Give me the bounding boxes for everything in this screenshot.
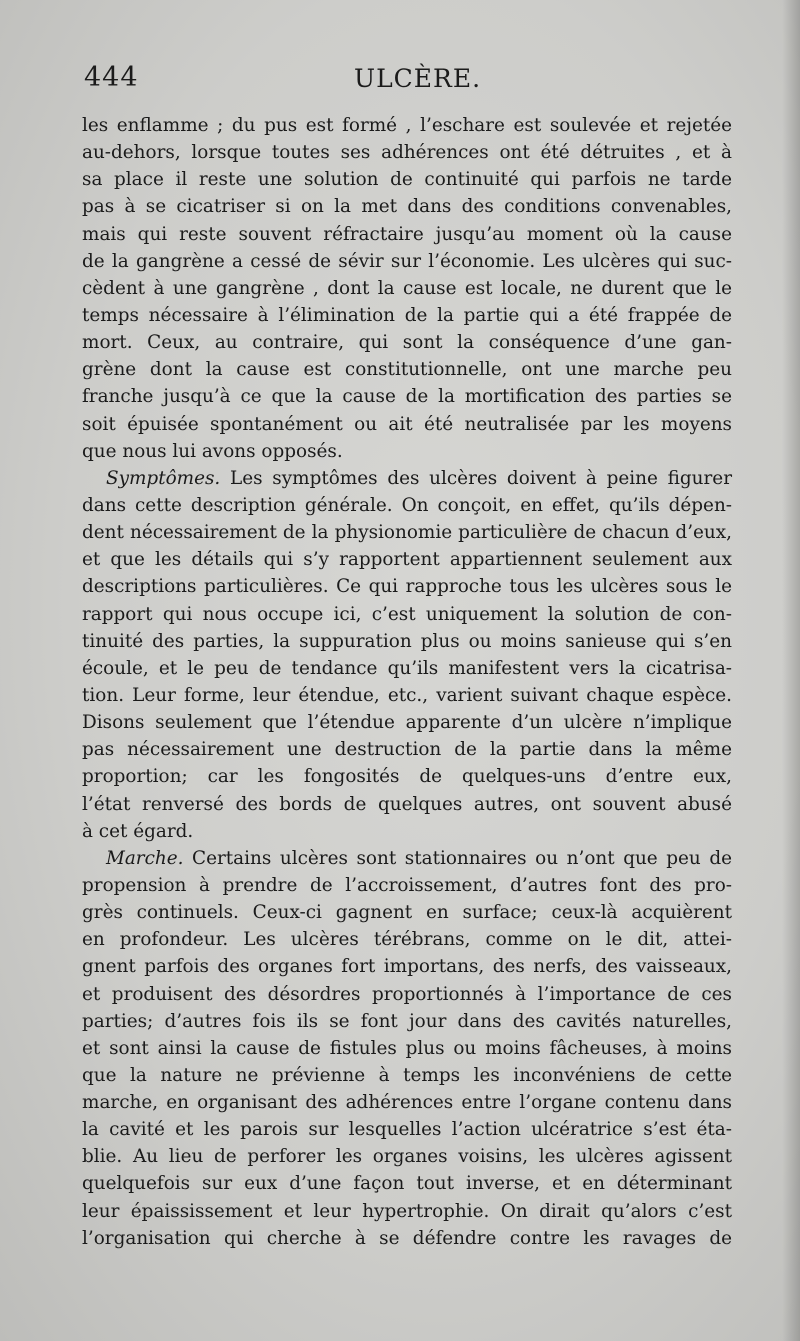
text-line: en profondeur. Les ulcères térébrans, comme on le dit, attei- xyxy=(82,929,732,951)
text-line: propension à prendre de l’accroissement, d’autres font des pro- xyxy=(82,874,732,896)
text-line: pas à se cicatriser si on la met dans des conditions convenables, xyxy=(82,196,732,218)
text-line: tion. Leur forme, leur étendue, etc., varient suivant chaque espèce. xyxy=(82,684,732,706)
page-gutter-shadow xyxy=(782,0,800,1341)
text-line: proportion; car les fongosités de quelques-uns d’entre eux, xyxy=(82,766,732,788)
text-line: mais qui reste souvent réfractaire jusqu’au moment où la cause xyxy=(82,223,732,245)
text-line: l’état renversé des bords de quelques autres, ont souvent abusé xyxy=(82,793,732,815)
text-line: grène dont la cause est constitutionnelle, ont une marche peu xyxy=(82,359,732,381)
text-line: Les symptômes des ulcères doivent à peine figurer xyxy=(230,467,732,489)
text-line: et que les détails qui s’y rapportent appartiennent seulement aux xyxy=(82,549,732,571)
page-header xyxy=(84,62,734,98)
text-line: de la gangrène a cessé de sévir sur l’économie. Les ulcères qui suc- xyxy=(82,250,732,272)
text-line: blie. Au lieu de perforer les organes voisins, les ulcères agissent xyxy=(82,1146,732,1168)
text-line: Certains ulcères sont stationnaires ou n’ont que peu de xyxy=(192,847,732,869)
text-line: grès continuels. Ceux-ci gagnent en surface; ceux-là acquièrent xyxy=(82,902,732,924)
text-line: et produisent des désordres proportionnés à l’importance de ces xyxy=(82,983,732,1005)
text-line: pas nécessairement une destruction de la partie dans la même xyxy=(82,739,732,761)
text-line: parties; d’autres fois ils se font jour dans des cavités naturelles, xyxy=(82,1010,732,1032)
text-line: rapport qui nous occupe ici, c’est uniquement la solution de con- xyxy=(82,603,732,625)
text-line: soit épuisée spontanément ou ait été neutralisée par les moyens xyxy=(82,413,732,435)
text-line: quelquefois sur eux d’une façon tout inverse, et en déterminant xyxy=(82,1173,732,1195)
text-line: les enflamme ; du pus est formé , l’eschare est soulevée et rejetée xyxy=(82,115,732,136)
text-line: tinuité des parties, la suppuration plus ou moins sanieuse qui s’en xyxy=(82,630,732,652)
text-line: et sont ainsi la cause de fistules plus ou moins fâcheuses, à moins xyxy=(82,1037,732,1059)
page-number: 444 xyxy=(84,62,139,93)
text-line: leur épaississement et leur hypertrophie. On dirait qu’alors c’est xyxy=(82,1200,732,1222)
text-line: que la nature ne prévienne à temps les inconvéniens de cette xyxy=(82,1064,732,1086)
text-line: sa place il reste une solution de continuité qui parfois ne tarde xyxy=(82,169,732,191)
text-line: à cet égard. xyxy=(82,820,194,842)
text-line: dent nécessairement de la physionomie particulière de chacun d’eux, xyxy=(82,522,732,544)
paragraph-symptomes-first-line xyxy=(82,465,732,492)
section-heading-symptomes: Symptômes. xyxy=(106,467,221,489)
text-line: au-dehors, lorsque toutes ses adhérences ont été détruites , et à xyxy=(82,142,732,164)
text-line: Disons seulement que l’étendue apparente d’un ulcère n’implique xyxy=(82,712,732,734)
paragraph-marche-first-line xyxy=(82,845,732,872)
text-line: temps nécessaire à l’élimination de la partie qui a été frappée de xyxy=(82,304,732,326)
body-text xyxy=(82,112,732,1252)
text-line: la cavité et les parois sur lesquelles l’action ulcératrice s’est éta- xyxy=(82,1119,732,1141)
text-line: marche, en organisant des adhérences entre l’organe contenu dans xyxy=(82,1092,732,1114)
section-heading-marche: Marche. xyxy=(106,847,184,869)
text-line: descriptions particulières. Ce qui rapproche tous les ulcères sous le xyxy=(82,576,732,598)
text-line: mort. Ceux, au contraire, qui sont la conséquence d’une gan- xyxy=(82,332,732,354)
text-line: l’organisation qui cherche à se défendre contre les ravages de xyxy=(82,1227,732,1249)
text-line: que nous lui avons opposés. xyxy=(82,440,343,462)
text-line: dans cette description générale. On conçoit, en effet, qu’ils dépen- xyxy=(82,494,732,516)
running-head-title: ULCÈRE. xyxy=(354,64,482,93)
text-line: écoule, et le peu de tendance qu’ils manifestent vers la cicatrisa- xyxy=(82,657,732,679)
text-line: franche jusqu’à ce que la cause de la mortification des parties se xyxy=(82,386,732,408)
text-line: gnent parfois des organes fort importans, des nerfs, des vaisseaux, xyxy=(82,956,732,978)
text-line: cèdent à une gangrène , dont la cause est locale, ne durent que le xyxy=(82,277,732,299)
